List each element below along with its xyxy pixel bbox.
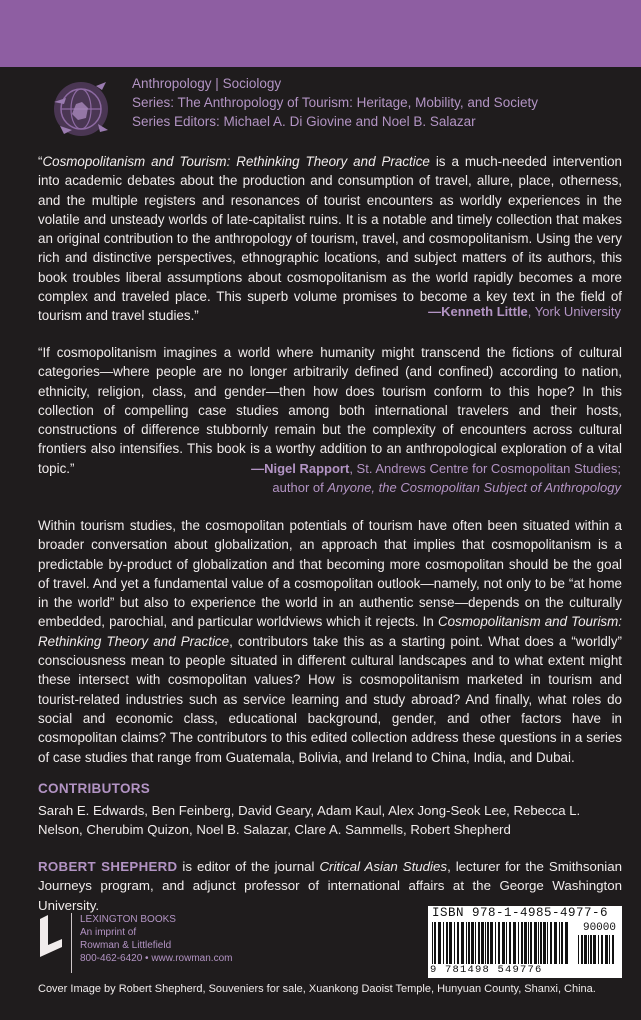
price-code: 90000 — [582, 922, 616, 934]
isbn-barcode — [428, 906, 622, 978]
cover-image-credit: Cover Image by Robert Shepherd, Souveniers for sale, Xuankong Daoist Temple, Hunyuan County, Shanxi, China. — [38, 983, 596, 995]
publisher-contact: 800-462-6420 • www.rowman.com — [80, 953, 233, 964]
lexington-logo-icon — [38, 915, 64, 957]
endorsement-attribution-rapport: —Nigel Rapport, St. Andrews Centre for Cosmopolitan Studies; author of Anyone, the Cosmopolitan Subject of Anthropology — [251, 461, 621, 495]
endorser-name: —Nigel Rapport — [251, 461, 350, 476]
editor-bio: ROBERT SHEPHERD is editor of the journal Critical Asian Studies, lecturer for the Smithsonian Journeys program, and adjunct professor of international affairs at the George Washington University. — [38, 859, 623, 913]
contributors-heading: CONTRIBUTORS — [38, 781, 151, 796]
book-description: Within tourism studies, the cosmopolitan potentials of tourism have often been situated within a broader conversation about globalization, an approach that implies that cosmopolitanism is a predictable by-product of globalization and that becoming more cosmopolitan should be the goal of travel. And yet a fundamental value of a cosmopolitan outlook—namely, not only to be “at home in the world” but also to experience the world in an authentic sense—depends on the culturally embedded, parochial, and particular worldviews which it rejects. In Cosmopolitanism and Tourism: Rethinking Theory and Practice, contributors take this as a starting point. What does a “worldly” consciousness mean to people situated in different cultural landscapes and to what extent might these intersect with cosmopolitan values? How is cosmopolitanism marketed in tourism and tourist-related industries such as service learning and study abroad? And finally, what roles do social and economic class, educational background, gender, and other factors have in cosmopolitan claims? The contributors to this edited collection address these questions in a series of case studies that range from Guatemala, Bolivia, and Ireland to China, India, and Dubai. — [38, 518, 622, 765]
purple-top-band — [0, 0, 641, 67]
ean-digits: 9 781498 549776 — [430, 964, 543, 976]
isbn-number: ISBN 978-1-4985-4977-6 — [432, 906, 609, 920]
endorser-affiliation: , St. Andrews Centre for Cosmopolitan Studies; — [349, 461, 621, 476]
series-title: Series: The Anthropology of Tourism: Heritage, Mobility, and Society — [132, 95, 538, 110]
contributors-list: Sarah E. Edwards, Ben Feinberg, David Geary, Adam Kaul, Alex Jong-Seok Lee, Rebecca L. Nelson, Cherubim Quizon, Noel B. Salazar, Clare A. Sammells, Robert Shepherd — [38, 803, 581, 837]
ean-bars — [432, 922, 572, 964]
editor-name: ROBERT SHEPHERD — [38, 859, 178, 874]
quote-text: is a much-needed intervention into academic debates about the production and consumption of travel, allure, place, otherness, and the multiple registers and resonances of tourist encounters as worldly experiences in the volatile and unsteady worlds of late-capitalist ruins. It is a notable and timely collection that makes an original contribution to the anthropology of tourism, travel, and cosmopolitanism. Using the very rich and distinctive perspectives, ethnographic locations, and subject matters of its authors, this book troubles liberal assumptions about cosmopolitanism as the world rapidly becomes a more complex and traveled place. This superb volume promises to become a key text in the field of tourism and travel studies.” — [38, 154, 622, 324]
series-globe-logo-icon — [46, 74, 116, 144]
publisher-divider — [71, 913, 72, 973]
endorser-affiliation: , York University — [527, 304, 621, 319]
series-header — [132, 74, 538, 131]
subject-categories: Anthropology | Sociology — [132, 76, 282, 91]
series-editors: Series Editors: Michael A. Di Giovine and Noel B. Salazar — [132, 114, 476, 129]
endorser-book-title: Anyone, the Cosmopolitan Subject of Anthropology — [327, 480, 621, 495]
quoted-book-title: Cosmopolitanism and Tourism: Rethinking Theory and Practice — [42, 154, 430, 169]
publisher-name: LEXINGTON BOOKS — [80, 914, 176, 925]
publisher-info: LEXINGTON BOOKS An imprint of Rowman & Littlefield 800-462-6420 • www.rowman.com — [80, 914, 233, 964]
book-title: Cosmopolitanism and Tourism: Rethinking Theory and Practice — [38, 614, 622, 649]
endorsement-quote-rapport: “If cosmopolitanism imagines a world where humanity might transcend the fictions of cultural categories—where people are no longer arbitrarily defined (and confined) according to nation, ethnicity, religion, class, and gender—then how does tourism conform to this hope? In this collection of compelling case studies among both international travelers and their hosts, constructions of difference stubbornly remain but the complexity of encounters across cultural frontiers also intensifies. This book is a worthy addition to an anthropological exploration of a vital topic.” — [38, 345, 622, 476]
endorsement-attribution-little — [428, 304, 621, 319]
journal-title: Critical Asian Studies — [319, 859, 448, 874]
endorser-name: —Kenneth Little — [428, 304, 528, 319]
endorsement-quote-little: “Cosmopolitanism and Tourism: Rethinking Theory and Practice is a much-needed intervention into academic debates about the production and consumption of travel, allure, place, otherness, and the multiple registers and resonances of tourist encounters as worldly experiences in the volatile and unsteady worlds of late-capitalist ruins. It is a notable and timely collection that makes an original contribution to the anthropology of tourism, travel, and cosmopolitanism. Using the very rich and distinctive perspectives, ethnographic locations, and subject matters of its authors, this book troubles liberal assumptions about cosmopolitanism as the world rapidly becomes a more complex and traveled place. This superb volume promises to become a key text in the field of tourism and travel studies.” — [38, 154, 622, 324]
addon-bars — [578, 935, 618, 964]
